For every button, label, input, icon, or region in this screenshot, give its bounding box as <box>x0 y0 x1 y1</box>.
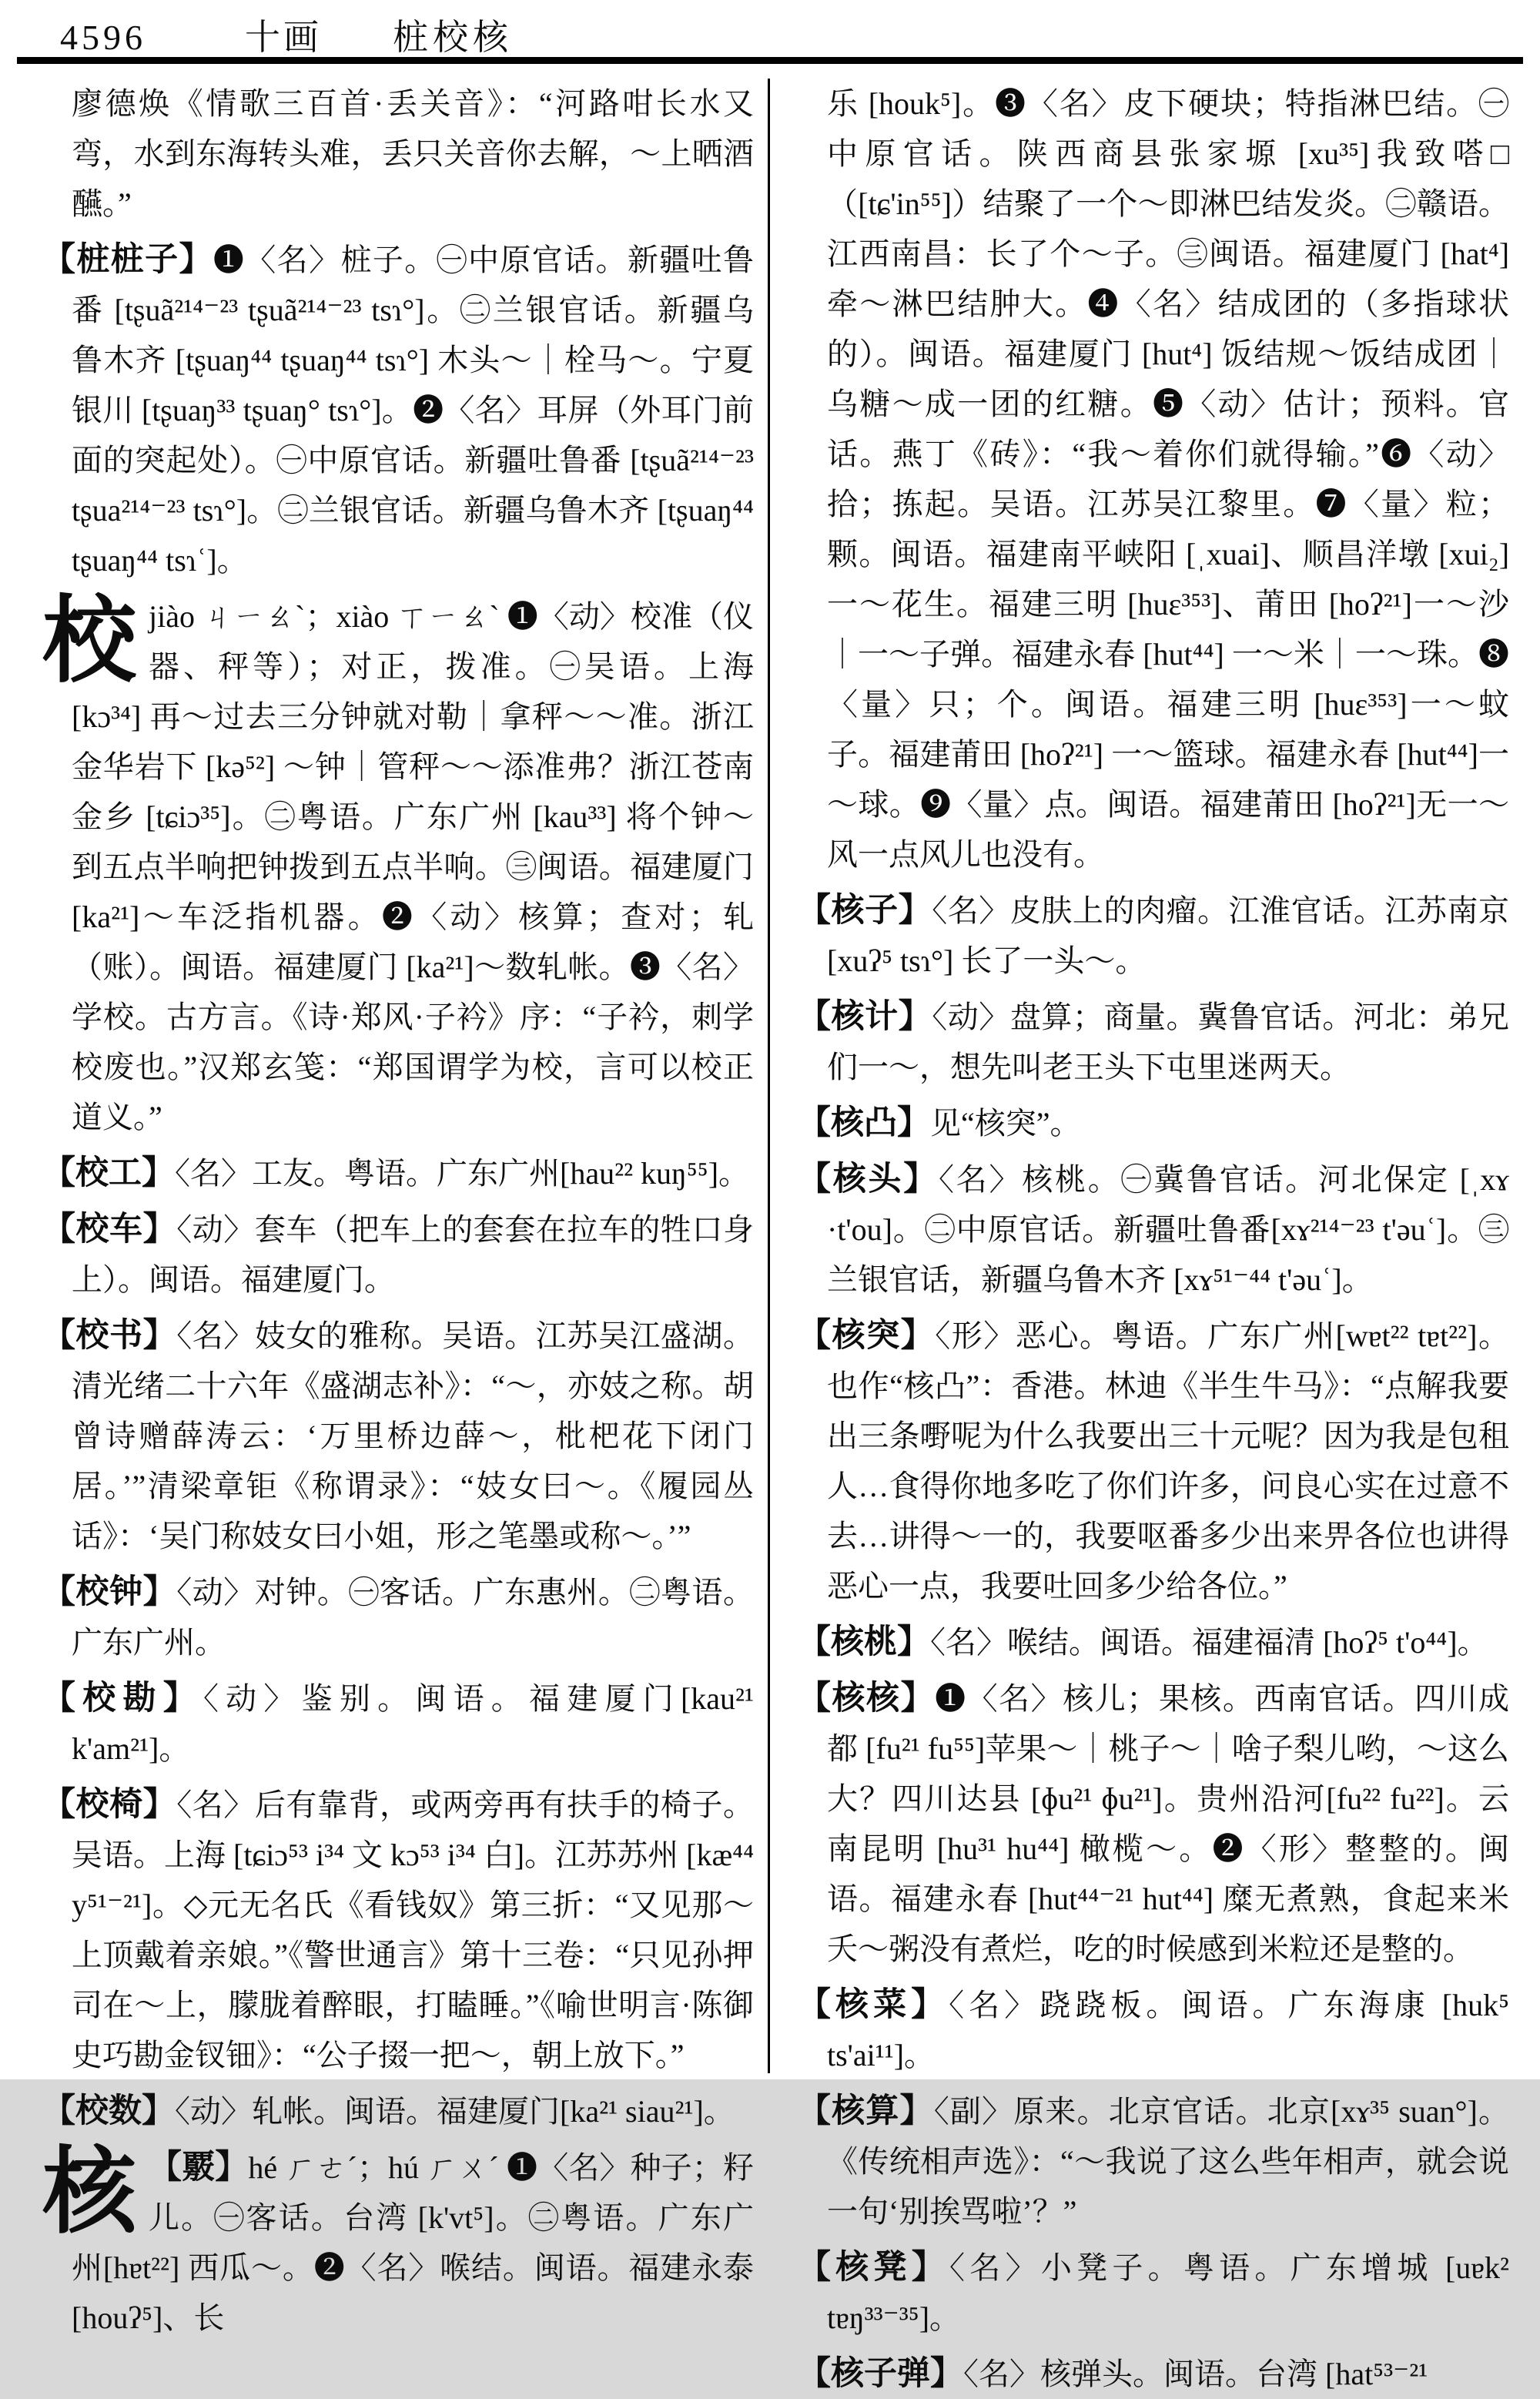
dict-entry: 【核子】〈名〉皮肤上的肉瘤。江淮官话。江苏南京 [xuʔ⁵ tsɿ°] 长了一头～。 <box>798 893 1510 978</box>
section-characters: 桩校核 <box>393 18 513 57</box>
continuation-paragraph: 廖德焕《情歌三百首·丢关音》：“河路咁长水又弯，水到东海转头难，丢只关音你去解，～上晒酒醼。” <box>72 86 755 221</box>
entry-headword: 【覈】 <box>149 2149 249 2186</box>
dict-entry: 【校书】〈名〉妓女的雅称。吴语。江苏吴江盛湖。清光绪二十六年《盛湖志补》：“～，亦妓之称。胡曾诗赠薛涛云：‘万里桥边薛～，枇杷花下闭门居。’”清梁章钜《称谓录》：“妓女曰～。《履园丛话》：‘吴门称妓女曰小姐，形之笔墨或称～。’” <box>42 1318 755 1553</box>
dict-entry: 【核桃】〈名〉喉结。闽语。福建福清 [hoʔ⁵ t'o⁴⁴]。 <box>798 1624 1488 1660</box>
column-left <box>42 79 768 2335</box>
entry-headword: 【校勘】 <box>42 1680 203 1717</box>
dict-entry: 【核凸】见“核突”。 <box>798 1105 1081 1141</box>
entry-headword: 【校椅】 <box>42 1787 177 1823</box>
page-header <box>60 9 513 60</box>
entry-headword: 【核计】 <box>798 999 932 1035</box>
entry-headword: 【核头】 <box>798 1161 939 1198</box>
dict-entry: 【校椅】〈名〉后有靠背，或两旁再有扶手的椅子。吴语。上海 [tɕiɔ⁵³ i³⁴ 文 kɔ⁵³ i³⁴ 白]。江苏苏州 [kæ⁴⁴ y⁵¹⁻²¹]。◇元无名氏《看钱奴》第三折：“又见那～上顶戴着亲娘。”《警世通言》第十三卷：“只见孙押司在～上，朦胧着醉眼，打瞌睡。”《喻世明言·陈御史巧勘金钗钿》：“公子掇一把～，朝上放下。” <box>42 1787 755 2072</box>
dict-entry: 【校数】〈动〉轧帐。闽语。福建厦门[ka²¹ siau²¹]。 <box>42 2093 735 2129</box>
entry-headword: 【核凳】 <box>798 2250 950 2286</box>
dict-entry: 【核子弹】〈名〉核弹头。闽语。台湾 [hat⁵³⁻²¹ <box>798 2356 1428 2392</box>
entry-headword: 【核菜】 <box>798 1987 949 2023</box>
dict-entry: 【核凳】〈名〉小凳子。粤语。广东增城 [uɐk² tɐŋ³³⁻³⁵]。 <box>798 2250 1510 2335</box>
entry-headword: 【核凸】 <box>798 1105 930 1141</box>
column-right <box>770 79 1510 2392</box>
dict-entry: 【核核】❶〈名〉核儿；果核。西南官话。四川成都 [fu²¹ fu⁵⁵]苹果～｜桃子～｜啥子梨儿哟，～这么大？四川达县 [ɸu²¹ ɸu²¹]。贵州沿河[fu²² fu²²]。云南昆明 [hu³¹ hu⁴⁴] 橄榄～。❷〈形〉整整的。闽语。福建永春 [hut⁴⁴⁻²¹ hut⁴⁴] 糜无煮熟，食起来米夭～粥没有煮烂，吃的时候感到米粒还是整的。 <box>798 1680 1510 1966</box>
entry-headword: 【核算】 <box>798 2093 934 2129</box>
entry-headword: 【核突】 <box>798 1318 936 1354</box>
entry-headword: 【桩桩子】 <box>42 242 213 278</box>
stroke-section-label: 十画 <box>245 18 322 57</box>
character-entry: 校jiào ㄐㄧㄠˋ；xiào ㄒㄧㄠˋ ❶〈动〉校准（仪器、秤等）；对正，拨准。㊀吴语。上海 [kɔ³⁴] 再～过去三分钟就对勒｜拿秤～～准。浙江金华岩下 [kə⁵²] ～钟｜管秤～～添准弗？浙江苍南金乡 [tɕiɔ³⁵]。㊁粤语。广东广州 [kau³³] 将个钟～到五点半响把钟拨到五点半响。㊂闽语。福建厦门 [ka²¹]～车泛指机器。❷〈动〉核算；查对；轧（账）。闽语。福建厦门 [ka²¹]～数轧帐。❸〈名〉学校。古方言。《诗·郑风·子衿》序：“子衿，刺学校废也。”汉郑玄笺：“郑国谓学为校，言可以校正道义。” <box>42 590 755 1134</box>
dict-entry: 【校勘】〈动〉鉴别。闽语。福建厦门[kau²¹ k'am²¹]。 <box>42 1680 755 1766</box>
dict-entry: 【校车】〈动〉套车（把车上的套套在拉车的牲口身上）。闽语。福建厦门。 <box>42 1211 755 1297</box>
continuation-paragraph: 乐 [houk⁵]。❸〈名〉皮下硬块；特指淋巴结。㊀中原官话。陕西商县张家塬 [xu³⁵]我致嗒□（[tɕ'in⁵⁵]）结聚了一个～即淋巴结发炎。㊁赣语。江西南昌：长了个～子。㊂闽语。福建厦门 [hat⁴] 牵～淋巴结肿大。❹〈名〉结成团的（多指球状的）。闽语。福建厦门 [hut⁴] 饭结规～饭结成团｜乌糖～成一团的红糖。❺〈动〉估计；预料。官话。燕丁《砖》：“我～着你们就得输。”❻〈动〉拾；拣起。吴语。江苏吴江黎里。❼〈量〉粒；颗。闽语。福建南平峡阳 [ˌxuai]、顺昌洋墩 [xui₂] 一～花生。福建三明 [huɛ³⁵³]、莆田 [hoʔ²¹]一～沙｜一～子弹。福建永春 [hut⁴⁴] 一～米｜一～珠。❽〈量〉只；个。闽语。福建三明 [huɛ³⁵³]一～蚊子。福建莆田 [hoʔ²¹] 一～篮球。福建永春 [hut⁴⁴]一～球。❾〈量〉点。闽语。福建莆田 [hoʔ²¹]无一～风一点风儿也没有。 <box>827 86 1510 872</box>
entry-headword: 【核子】 <box>798 893 932 929</box>
header-rule <box>17 57 1523 64</box>
dict-entry: 【核菜】〈名〉跷跷板。闽语。广东海康 [huk⁵ ts'ai¹¹]。 <box>798 1987 1510 2072</box>
character-entry: 核 【覈】hé ㄏㄜˊ；hú ㄏㄨˊ ❶〈名〉种子；籽儿。㊀客话。台湾 [k'vt⁵]。㊁粤语。广东广州[hɐt²²] 西瓜～。❷〈名〉喉结。闽语。福建永泰 [houʔ⁵]、长 <box>42 2141 755 2335</box>
dict-entry: 【核头】〈名〉核桃。㊀冀鲁官话。河北保定 [ˌxɤ ·t'ou]。㊁中原官话。新疆吐鲁番[xɤ²¹⁴⁻²³ t'əuʿ]。㊂兰银官话，新疆乌鲁木齐 [xɤ⁵¹⁻⁴⁴ t'əuʿ]。 <box>798 1161 1510 1297</box>
entry-headword: 【校车】 <box>42 1211 177 1248</box>
headword-character: 核 <box>42 2141 136 2245</box>
dict-entry: 【核算】〈副〉原来。北京官话。北京[xɤ³⁵ suan°]。《传统相声选》：“～我说了这么些年相声，就会说一句‘别挨骂啦’？” <box>798 2093 1510 2229</box>
dict-entry: 【核计】〈动〉盘算；商量。冀鲁官话。河北：弟兄们一～，想先叫老王头下屯里迷两天。 <box>798 999 1510 1084</box>
dict-entry: 【核突】〈形〉恶心。粤语。广东广州[wɐt²² tɐt²²]。也作“核凸”：香港。林迪《半生牛马》：“点解我要出三条嘢呢为什么我要出三十元呢？因为我是包租人…食得你地多吃了你们许多，问良心实在过意不去…讲得～一的，我要呕番多少出来畀各位也讲得恶心一点，我要吐回多少给各位。” <box>798 1318 1510 1603</box>
entry-headword: 【核桃】 <box>798 1624 930 1660</box>
page-number: 4596 <box>60 18 146 57</box>
entry-headword: 【校书】 <box>42 1318 177 1354</box>
text-columns <box>42 79 1510 2392</box>
dict-entry: 【校钟】〈动〉对钟。㊀客话。广东惠州。㊁粤语。广东广州。 <box>42 1574 755 1660</box>
dict-entry: 【桩桩子】❶〈名〉桩子。㊀中原官话。新疆吐鲁番 [tʂuã²¹⁴⁻²³ tʂuã²¹⁴⁻²³ tsɿ°]。㊁兰银官话。新疆乌鲁木齐 [tʂuaŋ⁴⁴ tʂuaŋ⁴⁴ tsɿ°] 木头～｜栓马～。宁夏银川 [tʂuaŋ³³ tʂuaŋ° tsɿ°]。❷〈名〉耳屏（外耳门前面的突起处）。㊀中原官话。新疆吐鲁番 [tʂuã²¹⁴⁻²³ tʂua²¹⁴⁻²³ tsɿ°]。㊁兰银官话。新疆乌鲁木齐 [tʂuaŋ⁴⁴ tʂuaŋ⁴⁴ tsɿʿ]。 <box>42 242 755 578</box>
dict-entry: 【校工】〈名〉工友。粤语。广东广州[hau²² kuŋ⁵⁵]。 <box>42 1155 750 1191</box>
entry-headword: 【核子弹】 <box>798 2356 963 2392</box>
headword-character: 校 <box>42 590 136 694</box>
entry-headword: 【核核】 <box>798 1680 936 1717</box>
entry-headword: 【校数】 <box>42 2093 175 2129</box>
entry-headword: 【校工】 <box>42 1155 175 1191</box>
entry-headword: 【校钟】 <box>42 1574 177 1610</box>
